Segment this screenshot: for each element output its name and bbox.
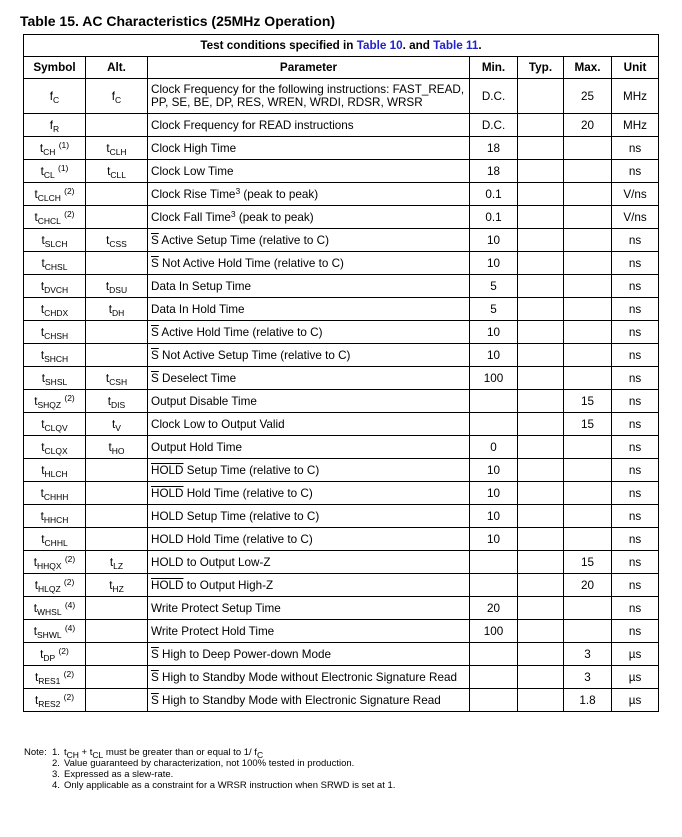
table-row — [24, 482, 659, 505]
typ-cell — [518, 574, 564, 597]
min-cell: 5 — [470, 298, 518, 321]
typ-cell — [518, 643, 564, 666]
min-cell: 10 — [470, 229, 518, 252]
symbol-cell: $t_{SHSL}$ — [24, 367, 86, 390]
symbol-cell: $t_{HLCH}$ — [24, 459, 86, 482]
min-cell: 0 — [470, 436, 518, 459]
table-row — [24, 367, 659, 390]
unit-cell: ns — [612, 344, 659, 367]
table-row — [24, 137, 659, 160]
parameter-cell: $\overline{S}$ Not Active Hold Time (relative to C) — [148, 252, 470, 275]
unit-cell: ns — [612, 252, 659, 275]
alt-cell: $t_{CLL}$ — [86, 160, 148, 183]
note-2: 2. Value guaranteed by characterization, not 100% tested in production. — [52, 758, 355, 769]
table-row — [24, 528, 659, 551]
typ-cell — [518, 114, 564, 137]
min-cell — [470, 390, 518, 413]
unit-cell: MHz — [612, 114, 659, 137]
typ-cell — [518, 275, 564, 298]
table-row — [24, 597, 659, 620]
table-row — [24, 344, 659, 367]
unit-cell: ns — [612, 229, 659, 252]
alt-cell — [86, 597, 148, 620]
typ-cell — [518, 344, 564, 367]
parameter-cell: $\overline{S}$ Deselect Time — [148, 367, 470, 390]
min-cell: 0.1 — [470, 206, 518, 229]
min-cell — [470, 643, 518, 666]
min-cell: 20 — [470, 597, 518, 620]
parameter-cell: $\overline{S}$ Not Active Setup Time (relative to C) — [148, 344, 470, 367]
symbol-cell: $t_{SLCH}$ — [24, 229, 86, 252]
max-cell — [564, 505, 612, 528]
table-row — [24, 114, 659, 137]
unit-cell: MHz — [612, 79, 659, 114]
typ-cell — [518, 229, 564, 252]
table-row — [24, 252, 659, 275]
alt-cell — [86, 643, 148, 666]
parameter-cell: Clock Low to Output Valid — [148, 413, 470, 436]
parameter-cell: $\overline{S}$ High to Deep Power-down Mode — [148, 643, 470, 666]
symbol-cell: $t_{CLCH}$ $^{(2)}$ — [24, 183, 86, 206]
test-conditions-row — [24, 35, 659, 57]
max-cell — [564, 482, 612, 505]
unit-cell: ns — [612, 528, 659, 551]
note-4: 4. Only applicable as a constraint for a WRSR instruction when SRWD is set at 1. — [52, 780, 396, 791]
table-row — [24, 298, 659, 321]
header-min: Min. — [470, 57, 518, 79]
unit-cell: µs — [612, 643, 659, 666]
min-cell: 18 — [470, 160, 518, 183]
header-typ: Typ. — [518, 57, 564, 79]
alt-cell: $t_{DH}$ — [86, 298, 148, 321]
unit-cell: ns — [612, 321, 659, 344]
min-cell: D.C. — [470, 114, 518, 137]
alt-cell — [86, 321, 148, 344]
parameter-cell: HOLD Hold Time (relative to C) — [148, 528, 470, 551]
header-symbol: Symbol — [24, 57, 86, 79]
symbol-cell: $t_{RES1}$ $^{(2)}$ — [24, 666, 86, 689]
typ-cell — [518, 390, 564, 413]
header-parameter: Parameter — [148, 57, 470, 79]
min-cell — [470, 689, 518, 712]
max-cell — [564, 183, 612, 206]
unit-cell: ns — [612, 275, 659, 298]
typ-cell — [518, 79, 564, 114]
max-cell: 25 — [564, 79, 612, 114]
min-cell: 10 — [470, 344, 518, 367]
table-row — [24, 666, 659, 689]
typ-cell — [518, 528, 564, 551]
max-cell — [564, 229, 612, 252]
max-cell: 15 — [564, 413, 612, 436]
symbol-cell: $t_{CHDX}$ — [24, 298, 86, 321]
table-row — [24, 574, 659, 597]
parameter-cell: Clock Frequency for the following instructions: FAST_READ, PP, SE, BE, DP, RES, WREN, WRDI, RDSR, WRSR — [148, 79, 470, 114]
parameter-cell: Output Disable Time — [148, 390, 470, 413]
min-cell — [470, 413, 518, 436]
parameter-cell: HOLD Setup Time (relative to C) — [148, 505, 470, 528]
table-row — [24, 459, 659, 482]
header-row — [24, 57, 659, 79]
alt-cell: $t_V$ — [86, 413, 148, 436]
min-cell: 10 — [470, 459, 518, 482]
symbol-cell: $t_{SHCH}$ — [24, 344, 86, 367]
unit-cell: ns — [612, 597, 659, 620]
typ-cell — [518, 137, 564, 160]
min-cell: 0.1 — [470, 183, 518, 206]
symbol-cell: $t_{SHQZ}$ $^{(2)}$ — [24, 390, 86, 413]
parameter-cell: Write Protect Hold Time — [148, 620, 470, 643]
max-cell — [564, 137, 612, 160]
symbol-cell: $t_{RES2}$ $^{(2)}$ — [24, 689, 86, 712]
table-row — [24, 229, 659, 252]
alt-cell — [86, 252, 148, 275]
max-cell: 3 — [564, 666, 612, 689]
alt-cell — [86, 344, 148, 367]
ac-characteristics-table — [23, 34, 659, 712]
unit-cell: ns — [612, 505, 659, 528]
symbol-cell: $t_{HHQX}$ $^{(2)}$ — [24, 551, 86, 574]
table-row — [24, 79, 659, 114]
parameter-cell: HOLD Setup Time (relative to C) — [148, 459, 470, 482]
symbol-cell: $t_{CH}$ $^{(1)}$ — [24, 137, 86, 160]
unit-cell: V/ns — [612, 206, 659, 229]
alt-cell: $f_C$ — [86, 79, 148, 114]
table-row — [24, 275, 659, 298]
typ-cell — [518, 666, 564, 689]
unit-cell: ns — [612, 551, 659, 574]
parameter-cell: HOLD to Output Low-Z — [148, 551, 470, 574]
typ-cell — [518, 689, 564, 712]
min-cell — [470, 666, 518, 689]
max-cell — [564, 252, 612, 275]
max-cell — [564, 528, 612, 551]
test-conditions: Test conditions specified in Table 10. and Table 11. — [24, 35, 659, 57]
alt-cell: $t_{CLH}$ — [86, 137, 148, 160]
alt-cell: $t_{LZ}$ — [86, 551, 148, 574]
parameter-cell: Output Hold Time — [148, 436, 470, 459]
typ-cell — [518, 597, 564, 620]
max-cell — [564, 597, 612, 620]
symbol-cell: $f_C$ — [24, 79, 86, 114]
parameter-cell: $\overline{S}$ High to Standby Mode without Electronic Signature Read — [148, 666, 470, 689]
alt-cell: $t_{DIS}$ — [86, 390, 148, 413]
symbol-cell: $t_{CLQX}$ — [24, 436, 86, 459]
symbol-cell: $t_{CL}$ $^{(1)}$ — [24, 160, 86, 183]
unit-cell: µs — [612, 666, 659, 689]
alt-cell — [86, 689, 148, 712]
note-1: Note: 1. $t_{CH} + t_{CL}$ must be greater than or equal to 1/ $f_C$ — [24, 747, 264, 760]
symbol-cell: $t_{CHCL}$ $^{(2)}$ — [24, 206, 86, 229]
table-row — [24, 183, 659, 206]
alt-cell — [86, 183, 148, 206]
min-cell: D.C. — [470, 79, 518, 114]
alt-cell: $t_{CSS}$ — [86, 229, 148, 252]
table-row — [24, 390, 659, 413]
min-cell: 10 — [470, 505, 518, 528]
table-10-link[interactable]: Table 10 — [356, 39, 403, 52]
unit-cell: ns — [612, 367, 659, 390]
alt-cell: $t_{CSH}$ — [86, 367, 148, 390]
min-cell — [470, 551, 518, 574]
min-cell: 5 — [470, 275, 518, 298]
alt-cell — [86, 505, 148, 528]
parameter-cell: $\overline{S}$ Active Hold Time (relative to C) — [148, 321, 470, 344]
table-row — [24, 643, 659, 666]
alt-cell — [86, 206, 148, 229]
alt-cell — [86, 114, 148, 137]
max-cell — [564, 367, 612, 390]
unit-cell: ns — [612, 390, 659, 413]
alt-cell — [86, 482, 148, 505]
unit-cell: V/ns — [612, 183, 659, 206]
min-cell: 10 — [470, 482, 518, 505]
alt-cell — [86, 528, 148, 551]
min-cell: 18 — [470, 137, 518, 160]
symbol-cell: $t_{CHHH}$ — [24, 482, 86, 505]
symbol-cell: $f_R$ — [24, 114, 86, 137]
table-notes — [24, 747, 395, 791]
alt-cell — [86, 459, 148, 482]
parameter-cell: Clock High Time — [148, 137, 470, 160]
parameter-cell: Clock Low Time — [148, 160, 470, 183]
table-11-link[interactable]: Table 11 — [433, 39, 479, 52]
symbol-cell: $t_{DP}$ $^{(2)}$ — [24, 643, 86, 666]
symbol-cell: $t_{HLQZ}$ $^{(2)}$ — [24, 574, 86, 597]
alt-cell: $t_{DSU}$ — [86, 275, 148, 298]
table-row — [24, 206, 659, 229]
alt-cell: $t_{HO}$ — [86, 436, 148, 459]
typ-cell — [518, 367, 564, 390]
parameter-cell: $\overline{S}$ High to Standby Mode with Electronic Signature Read — [148, 689, 470, 712]
table-row — [24, 413, 659, 436]
unit-cell: ns — [612, 620, 659, 643]
unit-cell: ns — [612, 436, 659, 459]
note-3: 3. Expressed as a slew-rate. — [52, 769, 174, 780]
header-unit: Unit — [612, 57, 659, 79]
symbol-cell: $t_{CHSL}$ — [24, 252, 86, 275]
typ-cell — [518, 551, 564, 574]
max-cell: 3 — [564, 643, 612, 666]
min-cell: 10 — [470, 321, 518, 344]
max-cell: 15 — [564, 390, 612, 413]
alt-cell — [86, 620, 148, 643]
parameter-cell: Clock Frequency for READ instructions — [148, 114, 470, 137]
symbol-cell: $t_{CLQV}$ — [24, 413, 86, 436]
typ-cell — [518, 206, 564, 229]
max-cell — [564, 321, 612, 344]
max-cell: 15 — [564, 551, 612, 574]
typ-cell — [518, 436, 564, 459]
symbol-cell: $t_{WHSL}$ $^{(4)}$ — [24, 597, 86, 620]
table-row — [24, 620, 659, 643]
max-cell: 1.8 — [564, 689, 612, 712]
symbol-cell: $t_{CHHL}$ — [24, 528, 86, 551]
parameter-cell: Clock Rise Time$^3$ (peak to peak) — [148, 183, 470, 206]
max-cell — [564, 275, 612, 298]
header-max: Max. — [564, 57, 612, 79]
symbol-cell: $t_{SHWL}$ $^{(4)}$ — [24, 620, 86, 643]
parameter-cell: Write Protect Setup Time — [148, 597, 470, 620]
parameter-cell: $\overline{S}$ Active Setup Time (relative to C) — [148, 229, 470, 252]
unit-cell: ns — [612, 298, 659, 321]
max-cell — [564, 436, 612, 459]
typ-cell — [518, 321, 564, 344]
max-cell — [564, 160, 612, 183]
parameter-cell: Clock Fall Time$^3$ (peak to peak) — [148, 206, 470, 229]
table-row — [24, 436, 659, 459]
parameter-cell: HOLD Hold Time (relative to C) — [148, 482, 470, 505]
table-row — [24, 689, 659, 712]
typ-cell — [518, 482, 564, 505]
min-cell: 100 — [470, 367, 518, 390]
typ-cell — [518, 252, 564, 275]
alt-cell — [86, 666, 148, 689]
unit-cell: µs — [612, 689, 659, 712]
symbol-cell: $t_{HHCH}$ — [24, 505, 86, 528]
table-row — [24, 551, 659, 574]
table-row — [24, 321, 659, 344]
typ-cell — [518, 183, 564, 206]
unit-cell: ns — [612, 459, 659, 482]
min-cell: 10 — [470, 528, 518, 551]
max-cell: 20 — [564, 114, 612, 137]
unit-cell: ns — [612, 160, 659, 183]
unit-cell: ns — [612, 137, 659, 160]
alt-cell: $t_{HZ}$ — [86, 574, 148, 597]
max-cell — [564, 298, 612, 321]
table-row — [24, 505, 659, 528]
max-cell — [564, 620, 612, 643]
max-cell — [564, 206, 612, 229]
unit-cell: ns — [612, 482, 659, 505]
unit-cell: ns — [612, 413, 659, 436]
typ-cell — [518, 459, 564, 482]
typ-cell — [518, 413, 564, 436]
min-cell: 10 — [470, 252, 518, 275]
max-cell: 20 — [564, 574, 612, 597]
unit-cell: ns — [612, 574, 659, 597]
min-cell — [470, 574, 518, 597]
typ-cell — [518, 620, 564, 643]
symbol-cell: $t_{CHSH}$ — [24, 321, 86, 344]
min-cell: 100 — [470, 620, 518, 643]
typ-cell — [518, 505, 564, 528]
parameter-cell: Data In Hold Time — [148, 298, 470, 321]
header-alt: Alt. — [86, 57, 148, 79]
max-cell — [564, 459, 612, 482]
parameter-cell: HOLD to Output High-Z — [148, 574, 470, 597]
typ-cell — [518, 298, 564, 321]
symbol-cell: $t_{DVCH}$ — [24, 275, 86, 298]
typ-cell — [518, 160, 564, 183]
table-row — [24, 160, 659, 183]
parameter-cell: Data In Setup Time — [148, 275, 470, 298]
table-title: Table 15. AC Characteristics (25MHz Operation) — [20, 13, 336, 29]
max-cell — [564, 344, 612, 367]
